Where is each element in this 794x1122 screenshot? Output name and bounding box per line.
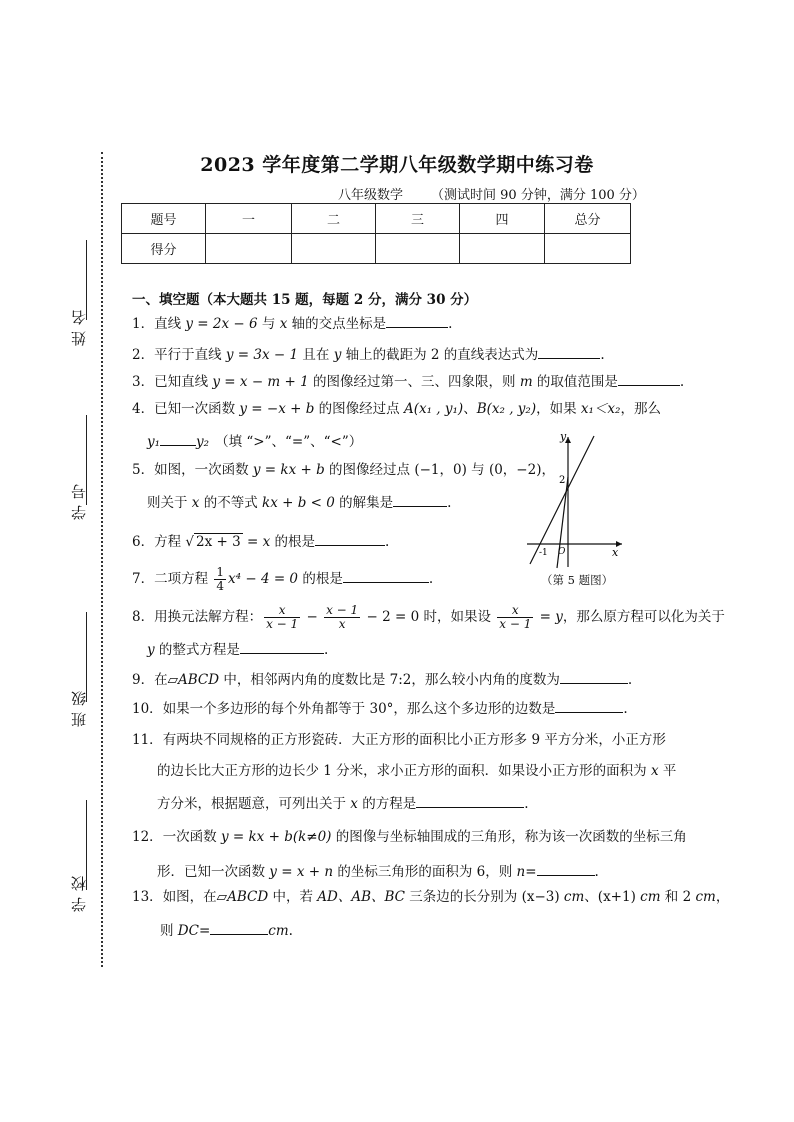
question-7: 7．二项方程 $\frac{1}{4}$ x⁴ − 4 = 0 的根是 . bbox=[132, 565, 434, 594]
answer-blank[interactable] bbox=[210, 920, 268, 935]
fraction: $\frac{x}{x - 1}$ bbox=[266, 603, 299, 632]
score-cell[interactable] bbox=[376, 234, 460, 264]
question-13: 13．如图，在▱ABCD 中，若 AD、AB、BC 三条边的长分别为 (x−3) cm、(x+1) cm 和 2 cm， bbox=[132, 889, 730, 905]
tick-label: -1 bbox=[539, 548, 548, 558]
answer-blank[interactable] bbox=[560, 669, 628, 684]
table-cell: 一 bbox=[206, 204, 292, 234]
question-11-line-2: 的边长比大正方形的边长少 1 分米，求小正方形的面积．如果设小正方形的面积为 x 平 bbox=[157, 763, 677, 779]
question-4: 4．已知一次函数 y = −x + b 的图像经过点 A(x₁ , y₁)、B(x₂ , y₂)，如果 x₁＜x₂，那么 bbox=[132, 401, 661, 417]
answer-blank[interactable] bbox=[315, 531, 385, 546]
score-table-header-row bbox=[122, 204, 631, 234]
question-4-continued: y₁ y₂ （填 “>”、“=”、“<”） bbox=[147, 431, 362, 452]
question-12-continued: 形．已知一次函数 y = x + n 的坐标三角形的面积为 6，则 n= . bbox=[157, 861, 599, 882]
page-title: 2023 学年度第二学期八年级数学期中练习卷 bbox=[200, 154, 594, 176]
answer-blank[interactable] bbox=[538, 344, 600, 359]
answer-blank[interactable] bbox=[618, 371, 680, 386]
tick-label: 2 bbox=[559, 475, 566, 486]
score-table-score-row bbox=[122, 234, 631, 264]
school-label: 学校 bbox=[70, 870, 88, 912]
origin-label: O bbox=[558, 547, 566, 557]
x-axis-label: x bbox=[612, 546, 619, 559]
question-12: 12．一次函数 y = kx + b(k≠0) 的图像与坐标轴围成的三角形，称为该一次函数的坐标三角 bbox=[132, 829, 687, 845]
table-cell: 二 bbox=[292, 204, 376, 234]
answer-blank[interactable] bbox=[416, 793, 524, 808]
question-13-continued: 则 DC= cm. bbox=[160, 920, 293, 941]
question-5: 5．如图，一次函数 y = kx + b 的图像经过点 (−1，0) 与 (0，−2)， bbox=[132, 462, 555, 478]
y-axis-label: y bbox=[560, 432, 567, 443]
q5-graph bbox=[522, 432, 632, 572]
section-heading: 一、填空题（本大题共 15 题，每题 2 分，满分 30 分） bbox=[132, 292, 478, 308]
table-cell: 三 bbox=[376, 204, 460, 234]
table-cell: 四 bbox=[460, 204, 545, 234]
answer-blank[interactable] bbox=[343, 568, 429, 583]
fraction: $\frac{1}{4}$ bbox=[216, 565, 225, 594]
answer-blank[interactable] bbox=[537, 861, 595, 876]
question-11: 11．有两块不同规格的正方形瓷砖．大正方形的面积比小正方形多 9 平方分米，小正方形 bbox=[132, 732, 666, 748]
answer-blank[interactable] bbox=[393, 492, 447, 507]
figure-caption: （第 5 题图） bbox=[541, 573, 614, 587]
fraction: $\frac{x}{x - 1}$ bbox=[499, 603, 532, 632]
answer-blank[interactable] bbox=[386, 313, 448, 328]
score-cell[interactable] bbox=[545, 234, 631, 264]
question-3: 3．已知直线 y = x − m + 1 的图像经过第一、三、四象限，则 m 的取值范围是 . bbox=[132, 371, 684, 392]
time-info: （测试时间 90 分钟，满分 100 分） bbox=[431, 188, 645, 203]
binding-line bbox=[101, 152, 103, 967]
question-5-continued: 则关于 x 的不等式 kx + b < 0 的解集是 . bbox=[147, 492, 451, 513]
id-label: 学号 bbox=[70, 478, 88, 520]
question-11-line-3: 方分米，根据题意，可列出关于 x 的方程是 . bbox=[157, 793, 529, 814]
answer-blank[interactable] bbox=[160, 431, 196, 446]
exam-info bbox=[338, 184, 645, 203]
answer-blank[interactable] bbox=[555, 698, 623, 713]
score-table bbox=[121, 203, 631, 264]
table-cell: 得分 bbox=[122, 234, 206, 264]
table-cell: 题号 bbox=[122, 204, 206, 234]
score-cell[interactable] bbox=[292, 234, 376, 264]
score-cell[interactable] bbox=[206, 234, 292, 264]
score-cell[interactable] bbox=[460, 234, 545, 264]
table-cell: 总分 bbox=[545, 204, 631, 234]
question-9: 9．在▱ABCD 中，相邻两内角的度数比是 7:2，那么较小内角的度数为 . bbox=[132, 669, 632, 690]
question-2: 2．平行于直线 y = 3x − 1 且在 y 轴上的截距为 2 的直线表达式为 . bbox=[132, 344, 605, 365]
subject-label: 八年级数学 bbox=[338, 188, 404, 203]
function-line bbox=[530, 436, 594, 564]
question-10: 10．如果一个多边形的每个外角都等于 30°，那么这个多边形的边数是 . bbox=[132, 698, 628, 719]
answer-blank[interactable] bbox=[240, 639, 324, 654]
question-6: 6．方程 √ 2x + 3 = x 的根是 . bbox=[132, 531, 389, 552]
question-8-continued: y 的整式方程是 . bbox=[147, 639, 328, 660]
name-label: 姓名 bbox=[70, 304, 88, 346]
question-8: 8．用换元法解方程： $\frac{x}{x - 1}$ − $\frac{x - 1}{x}$ − 2 = 0 时，如果设 $\frac{x}{x - 1}$ = y，那么原方程可以化为关于 bbox=[132, 603, 725, 632]
class-label: 班级 bbox=[70, 685, 88, 727]
fraction: $\frac{x - 1}{x}$ bbox=[326, 603, 359, 632]
question-1: 1．直线 y = 2x − 6 与 x 轴的交点坐标是 . bbox=[132, 313, 452, 334]
